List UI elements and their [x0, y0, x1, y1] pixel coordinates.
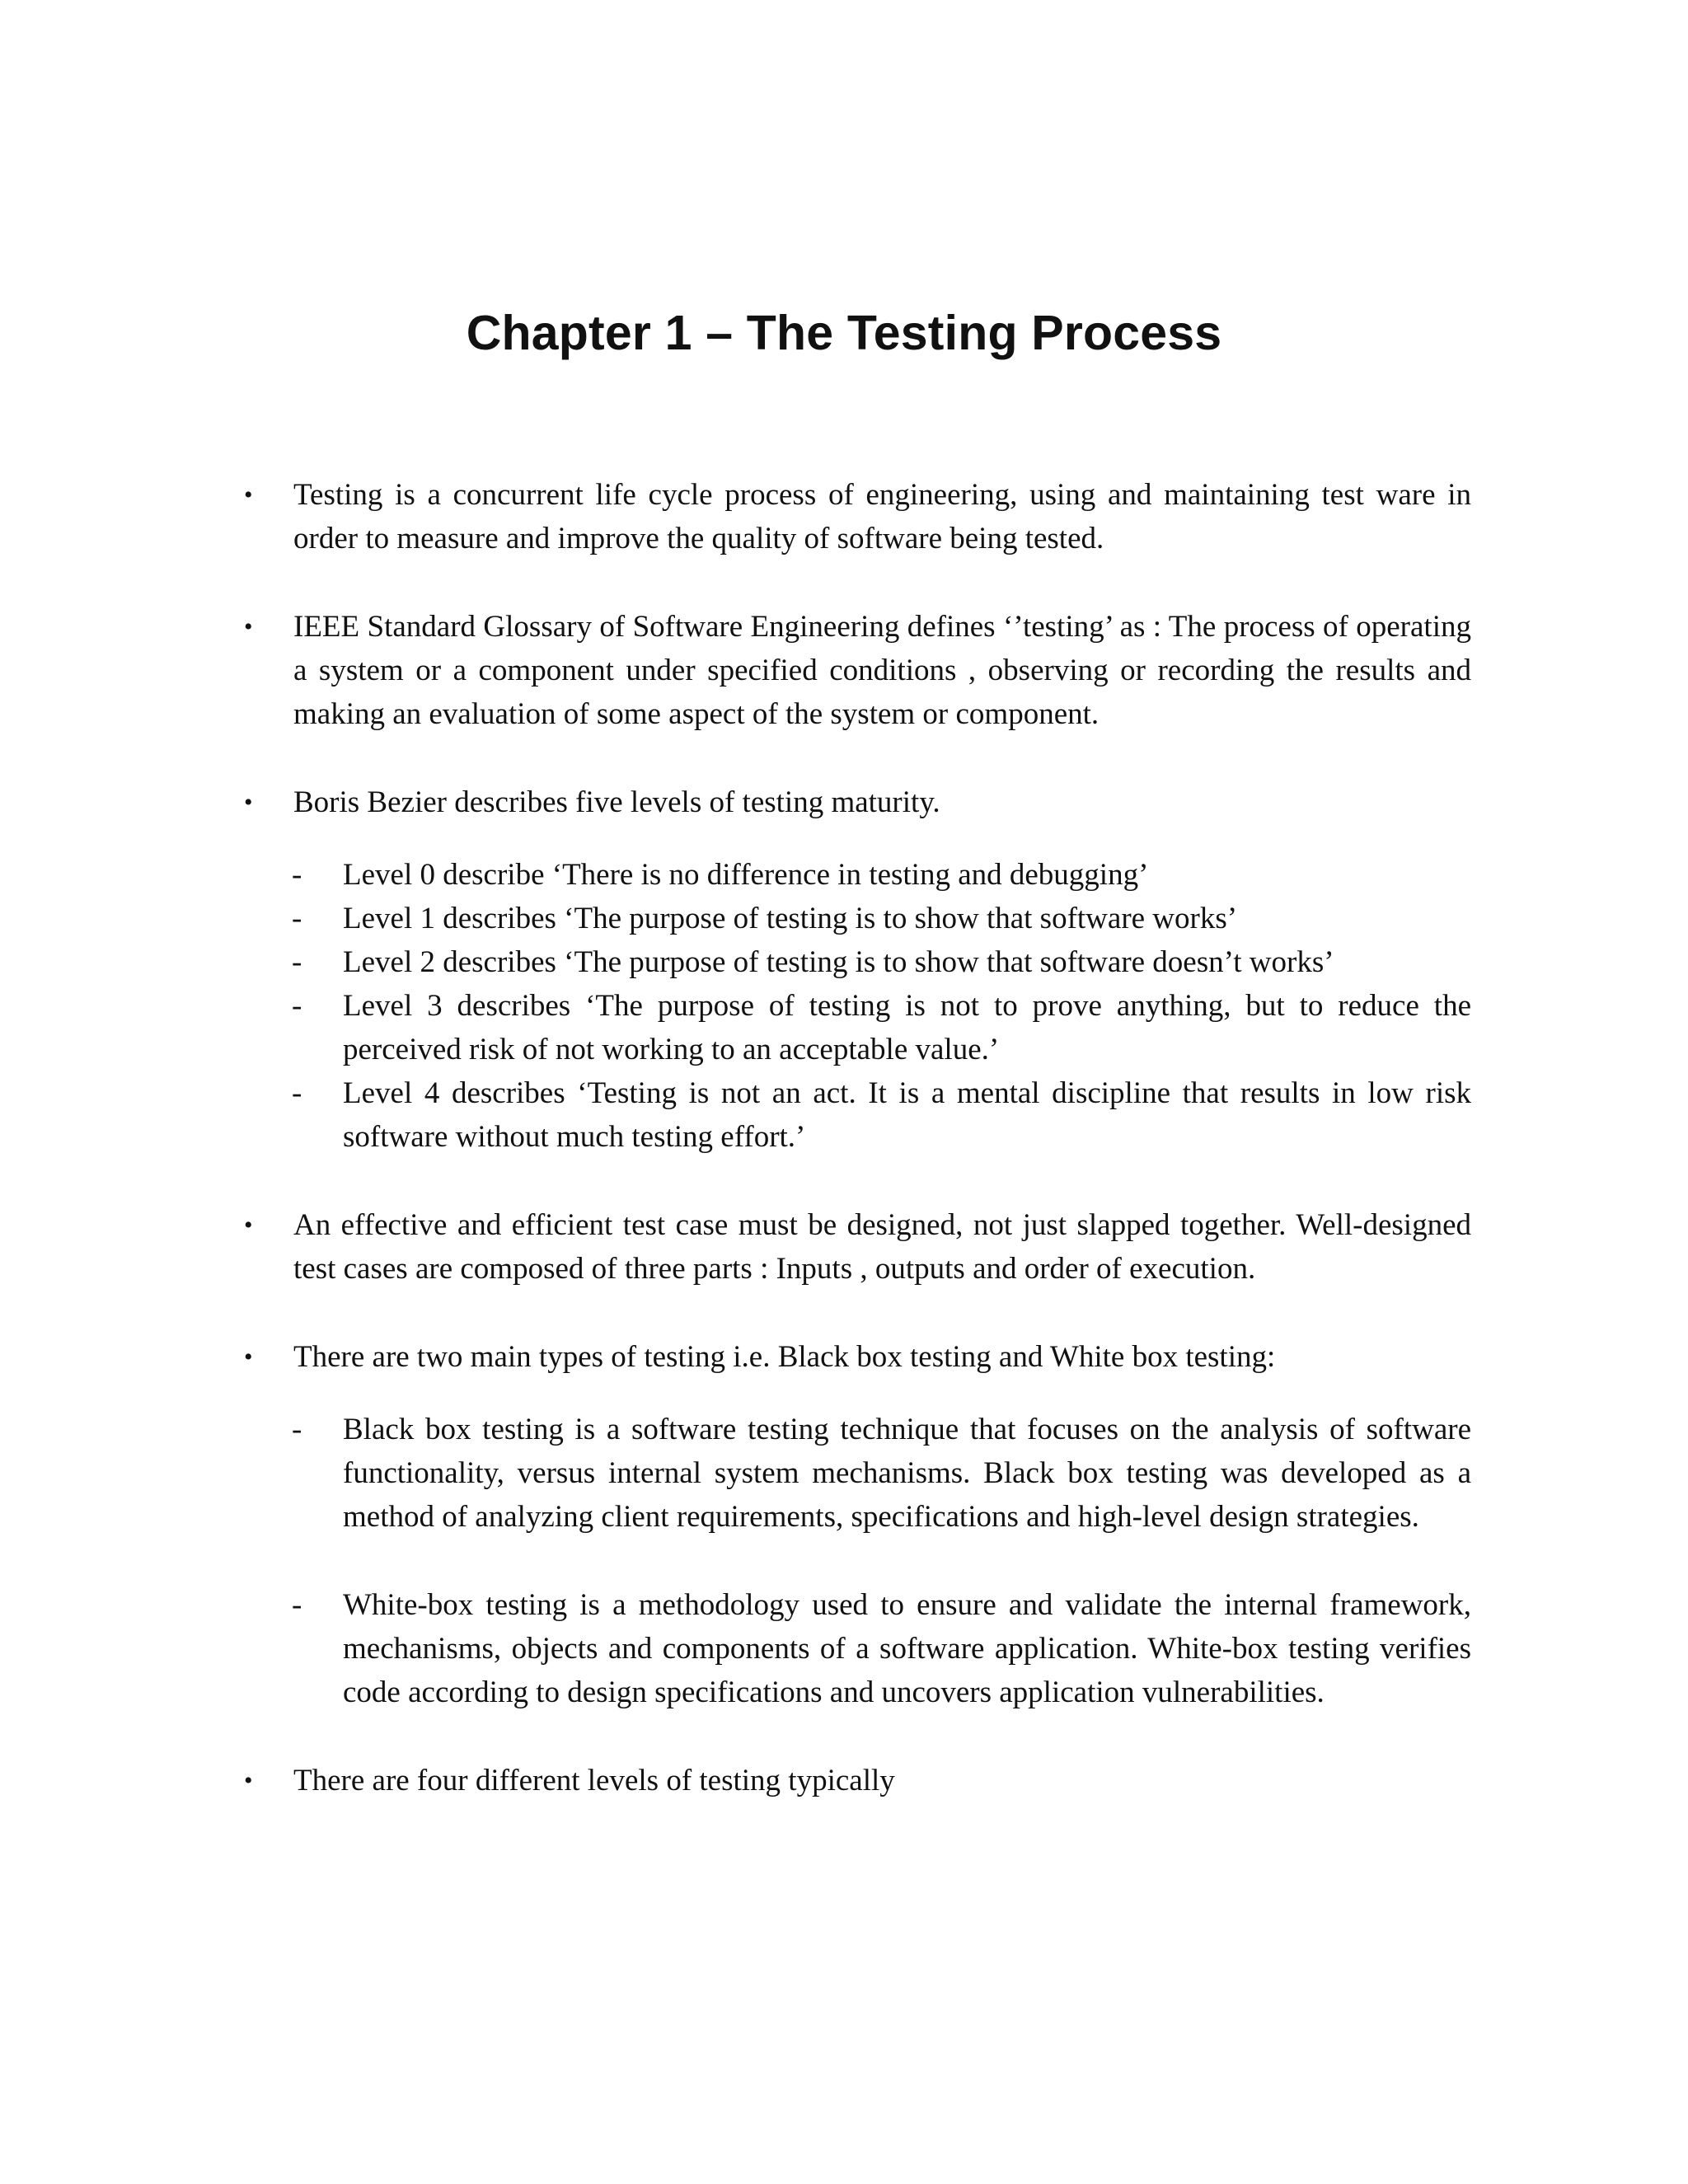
bullet-ieee-definition — [239, 605, 1471, 736]
dash-icon: - — [292, 902, 302, 935]
bullet-text: IEEE Standard Glossary of Software Engineering defines ‘’testing’ as : The process of operating a system or a component under specified conditions , observing or recording the results and making an evaluation of some aspect of the system or component. — [293, 610, 1471, 731]
maturity-level-item — [239, 853, 1471, 897]
dash-icon: - — [292, 989, 302, 1023]
document-body — [239, 473, 1471, 1802]
bullet-icon: • — [244, 1212, 253, 1239]
white-box-text: White-box testing is a methodology used to ensure and validate the internal framework, mechanisms, objects and components of a software application. White-box testing verifies code according to design specifications and uncovers application vulnerabilities. — [343, 1588, 1471, 1709]
maturity-level-text: Level 4 describes ‘Testing is not an act. It is a mental discipline that results in low risk software without much testing effort.’ — [343, 1076, 1471, 1154]
bullet-text: There are two main types of testing i.e. Black box testing and White box testing: — [293, 1340, 1276, 1374]
bullet-icon: • — [244, 613, 253, 640]
bullet-icon: • — [244, 1343, 253, 1371]
black-box-text: Black box testing is a software testing technique that focuses on the analysis of software functionality, versus internal system mechanisms. Black box testing was developed as a method of analyzing client requirements, specifications and high-level design strategies. — [343, 1413, 1471, 1534]
bullet-icon: • — [244, 789, 253, 816]
maturity-level-text: Level 3 describes ‘The purpose of testing is not to prove anything, but to reduce the perceived risk of not working to an acceptable value.’ — [343, 989, 1471, 1066]
maturity-level-text: Level 2 describes ‘The purpose of testing is to show that software doesn’t works’ — [343, 945, 1334, 979]
maturity-level-item — [239, 1071, 1471, 1159]
black-box-item — [239, 1408, 1471, 1539]
maturity-level-text: Level 0 describe ‘There is no difference in testing and debugging’ — [343, 858, 1149, 892]
testing-types-list — [239, 1408, 1471, 1714]
dash-icon: - — [292, 945, 302, 979]
maturity-level-item — [239, 897, 1471, 940]
maturity-level-text: Level 1 describes ‘The purpose of testing is to show that software works’ — [343, 902, 1238, 935]
dash-icon: - — [292, 858, 302, 892]
bullet-text: An effective and efficient test case must be designed, not just slapped together. Well-designed test cases are composed of three parts : Inputs , outputs and order of execution. — [293, 1208, 1471, 1286]
bullet-icon: • — [244, 481, 253, 509]
chapter-title: Chapter 1 – The Testing Process — [466, 306, 1222, 360]
bullet-text: Boris Bezier describes five levels of testing maturity. — [293, 785, 940, 819]
dash-icon: - — [292, 1413, 302, 1446]
bullet-testing-definition — [239, 473, 1471, 560]
dash-icon: - — [292, 1076, 302, 1110]
bullet-test-case — [239, 1203, 1471, 1291]
maturity-level-item — [239, 940, 1471, 984]
bullet-icon: • — [244, 1767, 253, 1794]
maturity-levels-list — [239, 853, 1471, 1159]
maturity-level-item — [239, 984, 1471, 1071]
dash-icon: - — [292, 1588, 302, 1622]
bullet-bezier-intro — [239, 780, 1471, 824]
bullet-testing-levels — [239, 1759, 1471, 1802]
white-box-item — [239, 1583, 1471, 1714]
bullet-text: There are four different levels of testing typically — [293, 1764, 895, 1797]
bullet-text: Testing is a concurrent life cycle process of engineering, using and maintaining test ware in order to measure and improve the quality of software being tested. — [293, 478, 1471, 555]
bullet-testing-types — [239, 1335, 1471, 1379]
